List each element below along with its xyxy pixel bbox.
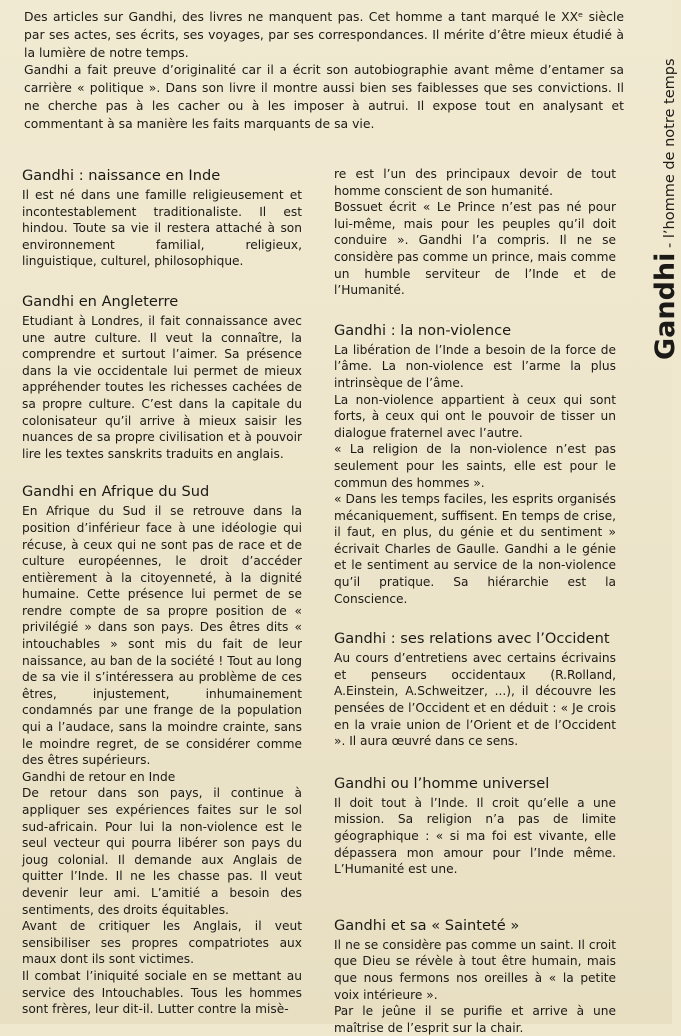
section-body: La libération de l’Inde a besoin de la force de l’âme. La non-violence est l’arme la plus intrinsèque de l’âme.	[334, 342, 616, 390]
section-body: Avant de critiquer les Anglais, il veut sensibiliser ses propres compatriotes aux maux dont ils sont victimes.	[22, 919, 302, 967]
section-body: re est l’un des principaux devoir de tout homme conscient de son humanité.	[334, 167, 616, 198]
intro-text	[24, 8, 624, 133]
section-body: En Afrique du Sud il se retrouve dans la position d’inférieur face à une idéologie qui récuse, à ceux qui ne sont pas de race et de culture européennes, le droit d’accéder entièrement à la citoyenneté, à la dignité humaine. Cette présence lui permet de se rendre compte de sa propre position de « privilégié » dans son pays. Des êtres dits « intouchables » sont mis du fait de leur naissance, au ban de la société ! Tout au long de sa vie il s’intéressera au problème de ces êtres, injustement, inhumainement condamnés par une frange de la population qui a l’audace, sans la moindre crainte, sans le moindre regret, de se considérer comme des êtres supérieurs.	[22, 504, 302, 768]
section-non-violence	[334, 321, 616, 608]
section-body: Il combat l’iniquité sociale en se mettant au service des Intouchables. Tous les hommes sont frères, leur dit-il. Lutter contre la misè-	[22, 968, 302, 1017]
section-occident	[334, 629, 616, 750]
section-saintete	[334, 916, 616, 1036]
section-afrique-du-sud	[22, 482, 302, 1017]
section-body: « Dans les temps faciles, les esprits organisés mécaniquement, suffisent. En temps de crise, il faut, en plus, du génie et du sentiment » écrivait Charles de Gaulle. Gandhi a le génie et le sentiment au service de la non-violence qu’il pratique. Sa hiérarchie est la Conscience.	[334, 492, 616, 606]
intro-paragraph-1: Des articles sur Gandhi, des livres ne manquent pas. Cet homme a tant marqué le XXᵉ siècle par ses actes, ses écrits, ses voyages, par ses correspondances. Il mérite d’être mieux étudié à la lumière de notre temps.	[24, 9, 624, 60]
section-body: La non-violence appartient à ceux qui sont forts, à ceux qui ont le pouvoir de tisser un dialogue fraternel avec l’autre.	[334, 392, 616, 440]
section-body: Bossuet écrit « Le Prince n’est pas né pour lui-même, mais pour les peuples qu’il doit conduire ». Gandhi l’a compris. Il ne se considère pas comme un prince, mais comme un humble serviteur de l’Inde et de l’Humanité.	[334, 200, 616, 298]
section-body: Etudiant à Londres, il fait connaissance avec une autre culture. Il veut la connaître, la comprendre et surtout l’aimer. Sa présence dans la vie occidentale lui permet de mieux appréhender toutes les richesses cachées de sa propre culture. C’est dans la capitale du colonisateur qu’il arrive à mieux saisir les nuances de sa propre civilisation et à pouvoir lire les textes sanskrits traduits en anglais.	[22, 313, 302, 461]
vertical-title	[628, 0, 681, 1024]
vertical-title-main: Gandhi	[650, 252, 681, 360]
section-angleterre	[22, 292, 302, 462]
section-body: Il doit tout à l’Inde. Il croit qu’elle a une mission. Sa religion n’a pas de limite géographique : « si ma foi est vivante, elle dépassera mon amour pour l’Inde même. L’Humanité est une.	[334, 795, 616, 877]
section-body: « La religion de la non-violence n’est pas seulement pour les saints, elle est pour le commun des hommes ».	[334, 442, 616, 490]
section-title: Gandhi en Angleterre	[22, 292, 179, 310]
right-column	[334, 166, 616, 1036]
section-naissance	[22, 166, 302, 270]
vertical-title-sub: - l’homme de notre temps	[662, 58, 678, 253]
section-title: Gandhi et sa « Sainteté »	[334, 916, 520, 934]
section-title: Gandhi : la non-violence	[334, 321, 512, 339]
section-body: Il ne se considère pas comme un saint. Il croit que Dieu se révèle à tout être humain, mais que nous fermons nos oreilles à « la petite voix intérieure ».	[334, 937, 616, 1002]
section-title: Gandhi en Afrique du Sud	[22, 483, 210, 501]
section-body: De retour dans son pays, il continue à appliquer ses expériences faites sur le sol sud-africain. Pour lui la non-violence est le seul vecteur qui pourra libérer son pays du joug colonial. Il demande aux Anglais de quitter l’Inde. Il ne les chasse pas. Il veut devenir leur ami. L’amitié a besoin des sentiments, des droits équitables.	[22, 786, 302, 917]
subsection-title: Gandhi de retour en Inde	[22, 769, 176, 784]
section-title: Gandhi : naissance en Inde	[22, 167, 221, 184]
section-body: Au cours d’entretiens avec certains écrivains et penseurs occidentaux (R.Rolland, A.Einstein, A.Schweitzer, ...), il découvre les pensées de l’Occident et en déduit : « Je crois en la vraie union de l’Orient et de l’Occident ». Il aura œuvré dans ce sens.	[334, 651, 616, 749]
section-title: Gandhi : ses relations avec l’Occident	[334, 630, 610, 648]
left-column	[22, 166, 302, 1018]
section-homme-universel	[334, 774, 616, 878]
section-body: Il est né dans une famille religieusement et incontestablement traditionaliste. Il est hindou. Toute sa vie il restera attaché à son environnement familial, religieux, linguistique, culturel, philosophique.	[22, 188, 302, 269]
section-body: Par le jeûne il se purifie et arrive à une maîtrise de l’esprit sur la chair.	[334, 1004, 616, 1035]
intro-paragraph-2: Gandhi a fait preuve d’originalité car il a écrit son autobiographie avant même d’entamer sa carrière « politique ». Dans son livre il montre aussi bien ses faiblesses que ses convictions. Il ne cherche pas à les cacher ou à les imposer à autrui. Il expose tout en analysant et commentant à sa manière les faits marquants de sa vie.	[24, 62, 624, 131]
section-continuation	[334, 166, 616, 299]
section-title: Gandhi ou l’homme universel	[334, 774, 550, 792]
